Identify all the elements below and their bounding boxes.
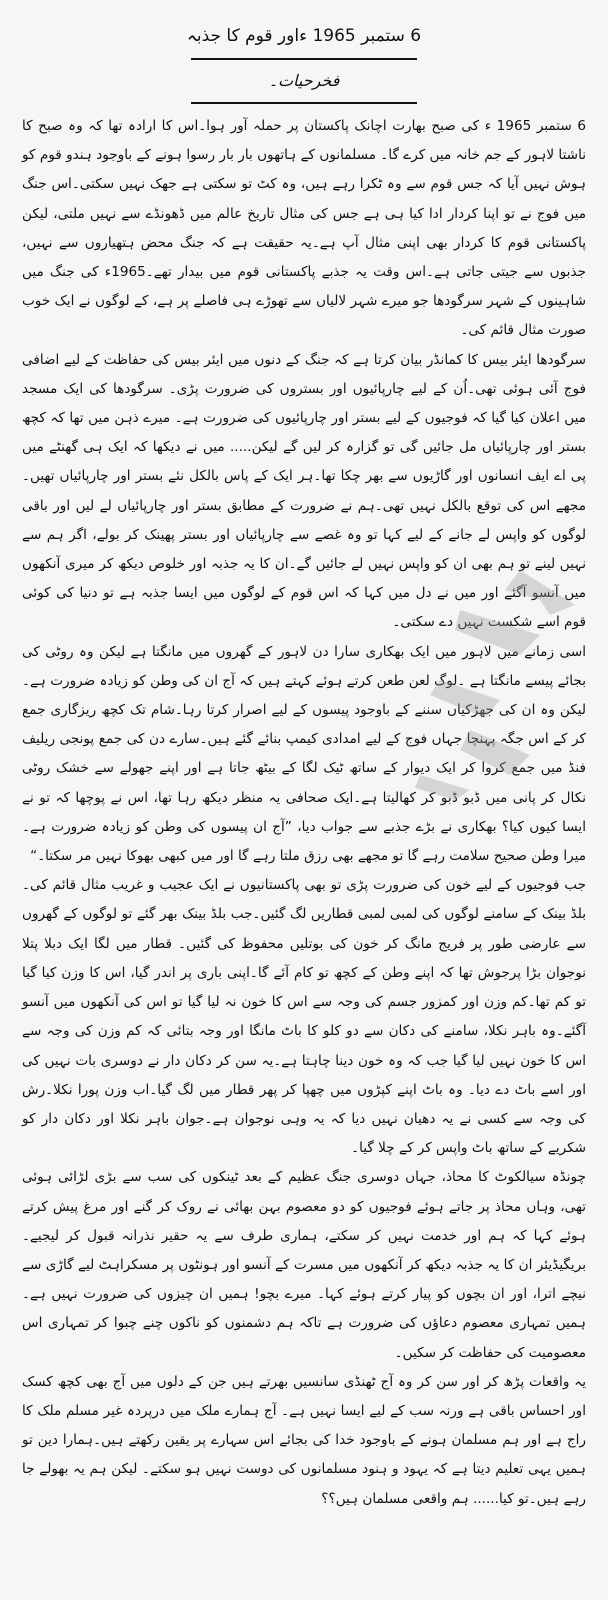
paragraph-blood-donation: جب فوجیوں کے لیے خون کی ضرورت پڑی تو بھی پاکستانیوں نے ایک عجیب و غریب مثال قائم کی۔بلڈ بینک کے سامنے لوگوں کی لمبی لمبی قطاریں لگ گئیں۔جب بلڈ بینک بھر گئے تو لوگوں کے گھروں سے عارضی طور پر فریج مانگ کر خون کی بوتلیں محفوظ کی گئیں۔ قطار میں لگا ایک دبلا پتلا نوجوان بڑا پرجوش تھا کہ اپنے وطن کے کچھ تو کام آئے گا۔اپنی باری پر اندر گیا، اس کا وزن کیا گیا تو کم تھا۔کم وزن اور کمزور جسم کی وجہ سے اس کا خون نہ لیا گیا تو اس کی آنکھوں میں آنسو آگئے۔وہ باہر نکلا، سامنے کی دکان سے دو کلو کا باٹ مانگا اور وجہ بتائی کہ کم وزن کی وجہ سے اس کا خون نہیں لیا گیا جب کہ وہ خون دینا چاہتا ہے۔یہ سن کر دکان دار نے دوسری بات نہیں کی اور اسے باٹ دے دیا۔ وہ باٹ اپنے کپڑوں میں چھپا کر پھر قطار میں لگ گیا۔اب وزن پورا نکلا۔رش کی وجہ سے کسی نے یہ دھیان نہیں دیا کہ یہ وہی نوجوان ہے۔جوان باہر نکلا اور دکان دار کو شکریے کے ساتھ باٹ واپس کر کے چلا گیا۔ xyxy=(22,877,586,1157)
paragraph-sargodha: سرگودھا ایئر بیس کا کمانڈر بیان کرتا ہے کہ جنگ کے دنوں میں ایئر بیس کی حفاظت کے لیے اضافی فوج آئی ہوئی تھی۔اُن کے لیے چارپائیوں اور بستروں کی ضرورت پڑی۔ سرگودھا کی ایک مسجد میں اعلان کیا گیا کہ فوجیوں کے لیے بستر اور چارپائیوں کی ضرورت ہے۔ میرے ذہن میں تھا کہ کچھ بستر اور چارپائیاں مل جائیں گی تو گزارہ کر لیں گے لیکن..... میں نے دیکھا کہ ایک ہی گھنٹے میں پی اے ایف انسانوں اور گاڑیوں سے بھر چکا تھا۔ہر ایک کے پاس بالکل نئے بستر اور چارپائیاں تھیں۔ مجھے اس کی توقع بالکل نہیں تھی۔ہم نے ضرورت کے مطابق بستر اور چارپائیاں لے لیں اور باقی لوگوں کو واپس لے جانے کے لیے کہا تو وہ غصے سے چارپائیاں اور بستر پھینک کر بولے، اگر ہم سے نہیں لینے تو ہم بھی ان کو واپس نہیں لے جائیں گے۔ان کا یہ جذبہ اور خلوص دیکھ کر میری آنکھوں میں آنسو آگئے اور میں نے دل میں کہا کہ اس قوم کے لوگوں میں ایسا جذبہ ہے تو دنیا کی کوئی قوم اسے شکست نہیں دے سکتی۔ xyxy=(22,351,586,631)
paragraph-conclusion: یہ واقعات پڑھ کر اور سن کر وہ آج ٹھنڈی سانسیں بھرتے ہیں جن کے دلوں میں آج بھی کچھ کسک اور احساس باقی ہے ورنہ سب کے لیے ایسا نہیں ہے۔ آج ہمارے ملک میں درپردہ غیر مسلم ملک کا راج ہے اور ہم مسلمان ہونے کے باوجود خدا کی بجائے اس سہارے پر یقین رکھتے ہیں۔ہمارا دین تو ہمیں یہی تعلیم دیتا ہے کہ یہود و ہنود مسلمانوں کی دوست نہیں ہو سکتے۔ لیکن ہم یہ بھولے جا رہے ہیں۔تو کیا...... ہم واقعی مسلمان ہیں؟؟ xyxy=(22,1373,586,1507)
author-divider xyxy=(191,102,417,104)
article-author: فخرحیات۔ xyxy=(268,71,340,90)
article-header xyxy=(22,22,586,104)
paragraph-beggar: اسی زمانے میں لاہور میں ایک بھکاری سارا دن لاہور کے گھروں میں مانگتا ہے لیکن وہ روٹی کی بجائے پیسے مانگتا ہے ۔لوگ لعن طعن کرتے ہوئے کہتے ہیں کہ آج ان کی وطن کو زیادہ ضرورت ہے۔ لیکن وہ ان کی جھڑکیاں سننے کے باوجود پیسوں کے لیے اصرار کرتا رہا۔شام تک کچھ ریزگاری جمع کر کے اس جگہ پہنچا جہاں فوج کے لیے امدادی کیمپ بنائے گئے ہیں۔سارے دن کی جمع پونجی ریلیف فنڈ میں جمع کروا کر ایک دیوار کے ساتھ ٹیک لگا کے بیٹھ جاتا ہے اور اپنے جھولے سے خشک روٹی نکال کر پانی میں ڈبو ڈبو کر کھالیتا ہے۔ایک صحافی یہ منظر دیکھ رہا تھا، اس نے پوچھا کہ تو نے ایسا کیوں کیا؟ بھکاری نے بڑے جذبے سے جواب دیا، ”آج ان پیسوں کی وطن کو زیادہ ضرورت ہے۔ میرا وطن صحیح سلامت رہے گا تو مجھے بھی رزق ملتا رہے گا اور میں کبھی بھوکا نہیں مر سکتا۔“ xyxy=(21,643,586,865)
title-divider xyxy=(191,58,417,60)
paragraph-chawinda: چونڈہ سیالکوٹ کا محاذ، جہاں دوسری جنگ عظیم کے بعد ٹینکوں کی سب سے بڑی لڑائی ہوئی تھی، وہاں محاذ پر جاتے ہوئے فوجیوں کو دو معصوم بہن بھائی نے روک کر گنے اور مرغ پیش کرتے ہوئے کہا کہ ہم اور خدمت نہیں کر سکتے، ہماری طرف سے یہ حقیر نذرانہ قبول کر لیجیے۔ بریگیڈیئر ان کا یہ جذبہ دیکھ کر آنکھوں میں مسرت کے آنسو اور ہونٹوں پر مسکراہٹ لیے گاڑی سے نیچے اترا، اور ان بچوں کو پیار کرتے ہوئے کہا۔ میرے بچو! ہمیں ان چیزوں کی ضرورت نہیں ہے۔ہمیں تمہاری معصوم دعاؤں کی ضرورت ہے تاکہ ہم دشمنوں کو ناکوں چنے چبوا کر تمہاری اس معصومیت کی حفاظت کر سکیں۔ xyxy=(22,1169,586,1361)
article-body xyxy=(22,112,586,1514)
article-title: 6 ستمبر 1965 ءاور قوم کا جذبہ xyxy=(186,26,422,46)
paragraph-intro: 6 ستمبر 1965 ء کی صبح بھارت اچانک پاکستان پر حملہ آور ہوا۔اس کا ارادہ تھا کہ وہ صبح کا ناشتا لاہور کے جم خانہ میں کرے گا۔ مسلمانوں کے ہاتھوں بار بار رسوا ہونے کے باوجود ہندو قوم کو ہوش نہیں آیا کہ جس قوم سے وہ ٹکرا رہے ہیں، وہ کٹ تو سکتی ہے جھک نہیں سکتی۔اس جنگ میں فوج نے تو اپنا کردار ادا کیا ہی ہے جس کی مثال تاریخ عالم میں ڈھونڈے سے نہیں ملتی، لیکن پاکستانی قوم کا کردار بھی اپنی مثال آپ ہے۔یہ حقیقت ہے کہ جنگ محض ہتھیاروں سے نہیں، جذبوں سے جیتی جاتی ہے۔اس وقت یہ جذبے پاکستانی قوم میں بیدار تھے۔1965ء کی جنگ میں شاہینوں کے شہر سرگودھا جو میرے شہر لالیاں سے تھوڑے ہی فاصلے پر ہے، کے لوگوں نے ایک خوب صورت مثال قائم کی۔ xyxy=(22,118,586,339)
